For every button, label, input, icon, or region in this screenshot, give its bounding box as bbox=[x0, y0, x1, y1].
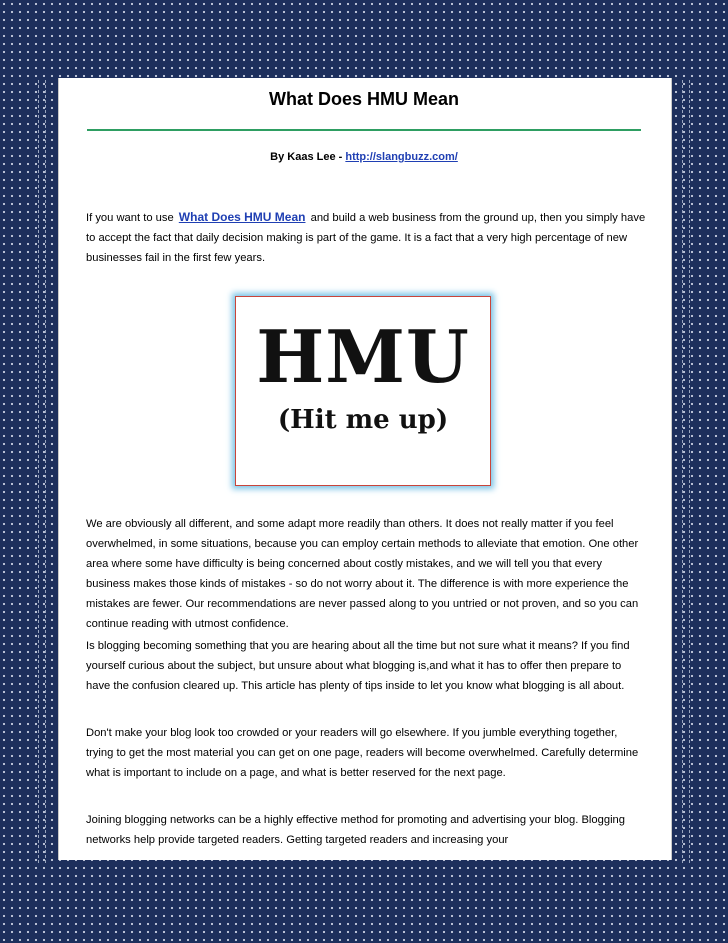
left-border-dashes-outer bbox=[38, 80, 39, 863]
paragraph-2: We are obviously all different, and some adapt more readily than others. It does not really matter if you feel overwhelmed, in some situations, because you can employ certain methods to alleviate that emotion. One other area where some have difficulty is being concerned about costly mistakes, and we will tell you that every business makes those kinds of mistakes - so do not worry about it. The difference is with more experience the mistakes are fewer. Our recommendations are never passed along to you untried or not proven, and so you can continue reading with utmost confidence. bbox=[86, 518, 639, 630]
paragraph-5: Joining blogging networks can be a highly effective method for promoting and advertising your blog. Blogging networks help provide targeted readers. Getting targeted readers and increasing your bbox=[86, 814, 625, 846]
document-title: What Does HMU Mean bbox=[268, 89, 459, 109]
paragraph-3: Is blogging becoming something that you are hearing about all the time but not sure what it means? If you find yourself curious about the subject, but unsure about what blogging is,and what it has to offer then prepare to have the confusion cleared up. This article has plenty of tips inside to let you know what blogging is all about. bbox=[86, 640, 630, 692]
what-does-hmu-mean-link[interactable]: What Does HMU Mean bbox=[178, 210, 306, 224]
paragraph-1 bbox=[86, 207, 646, 268]
hmu-image-subheading: (Hit me up) bbox=[277, 405, 449, 435]
hmu-image bbox=[235, 296, 491, 486]
paragraph-4: Don't make your blog look too crowded or your readers will go elsewhere. If you jumble everything together, trying to get the most material you can get on one page, readers will become overwhelmed. Carefully determine what is important to include on a page, and what is better reserved for the next page. bbox=[86, 727, 639, 779]
right-border-dashes-inner bbox=[682, 80, 683, 863]
byline-author: By Kaas Lee - bbox=[270, 151, 346, 163]
hmu-image-heading: HMU bbox=[256, 314, 470, 399]
byline-link[interactable]: http://slangbuzz.com/ bbox=[345, 151, 458, 163]
title-divider bbox=[87, 129, 641, 131]
left-border-dashes-inner bbox=[45, 80, 46, 863]
paragraph-1-end: and build a web business from the ground up, then you simply have to accept the fact that daily decision making is part of the game. It is a fact that a very high percentage of new businesses fail in the first few years. bbox=[86, 212, 646, 264]
paragraph-1-start: If you want to use bbox=[86, 212, 174, 224]
right-border-dashes-outer bbox=[689, 80, 690, 863]
byline bbox=[0, 151, 728, 163]
